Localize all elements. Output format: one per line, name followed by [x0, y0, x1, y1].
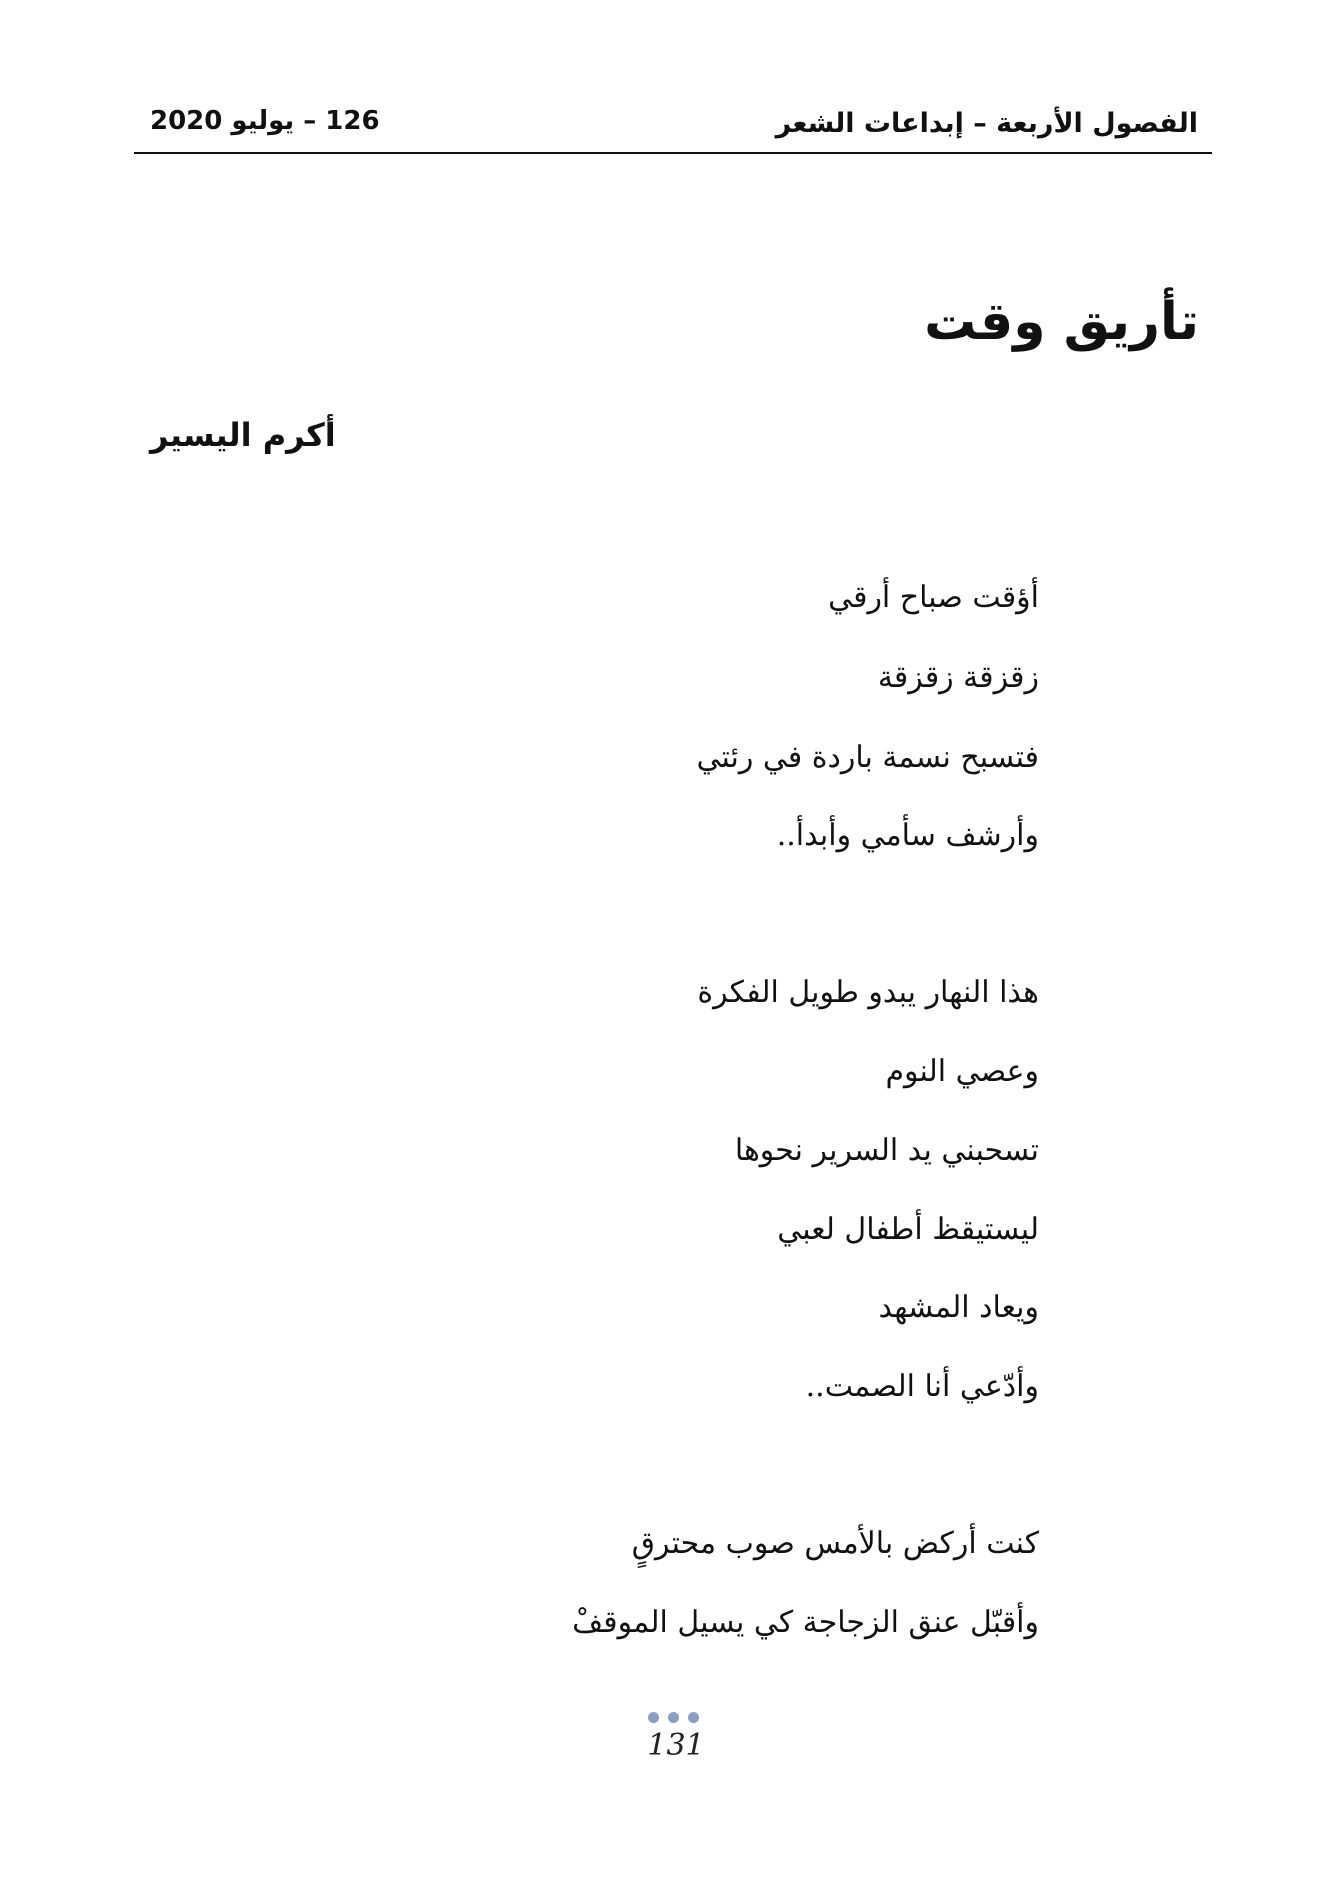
page-header [134, 96, 1212, 154]
journal-section-title: الفصول الأربعة – إبداعات الشعر [775, 108, 1198, 139]
poem-line: كنت أركض بالأمس صوب محترقٍ [631, 1526, 1039, 1561]
page-dots-ornament [648, 1712, 704, 1726]
poem-line: تسحبني يد السرير نحوها [734, 1133, 1039, 1168]
poem-line: وأقبّل عنق الزجاجة كي يسيل الموقفْ [572, 1605, 1039, 1640]
page-number: 131 [647, 1728, 705, 1763]
poem-line: وأرشف سأمي وأبدأ.. [776, 818, 1039, 853]
dot-icon [688, 1712, 699, 1723]
poem-line: هذا النهار يبدو طويل الفكرة [697, 975, 1039, 1010]
poem-author: أكرم اليسير [150, 416, 336, 454]
poem-line: ليستيقظ أطفال لعبي [777, 1212, 1039, 1247]
poem-line: ويعاد المشهد [878, 1290, 1039, 1325]
poem-line: وعصي النوم [885, 1054, 1039, 1089]
poem-line: وأدّعي أنا الصمت.. [805, 1369, 1039, 1404]
poem-line: فتسبح نسمة باردة في رئتي [696, 740, 1039, 775]
poem-line: زقزقة زقزقة [877, 660, 1039, 695]
dot-icon [668, 1712, 679, 1723]
poem-title: تأريق وقت [924, 292, 1199, 352]
poem-line: أؤقت صباح أرقي [828, 580, 1039, 615]
dot-icon [648, 1712, 659, 1723]
issue-date: 126 – يوليو 2020 [150, 106, 380, 136]
